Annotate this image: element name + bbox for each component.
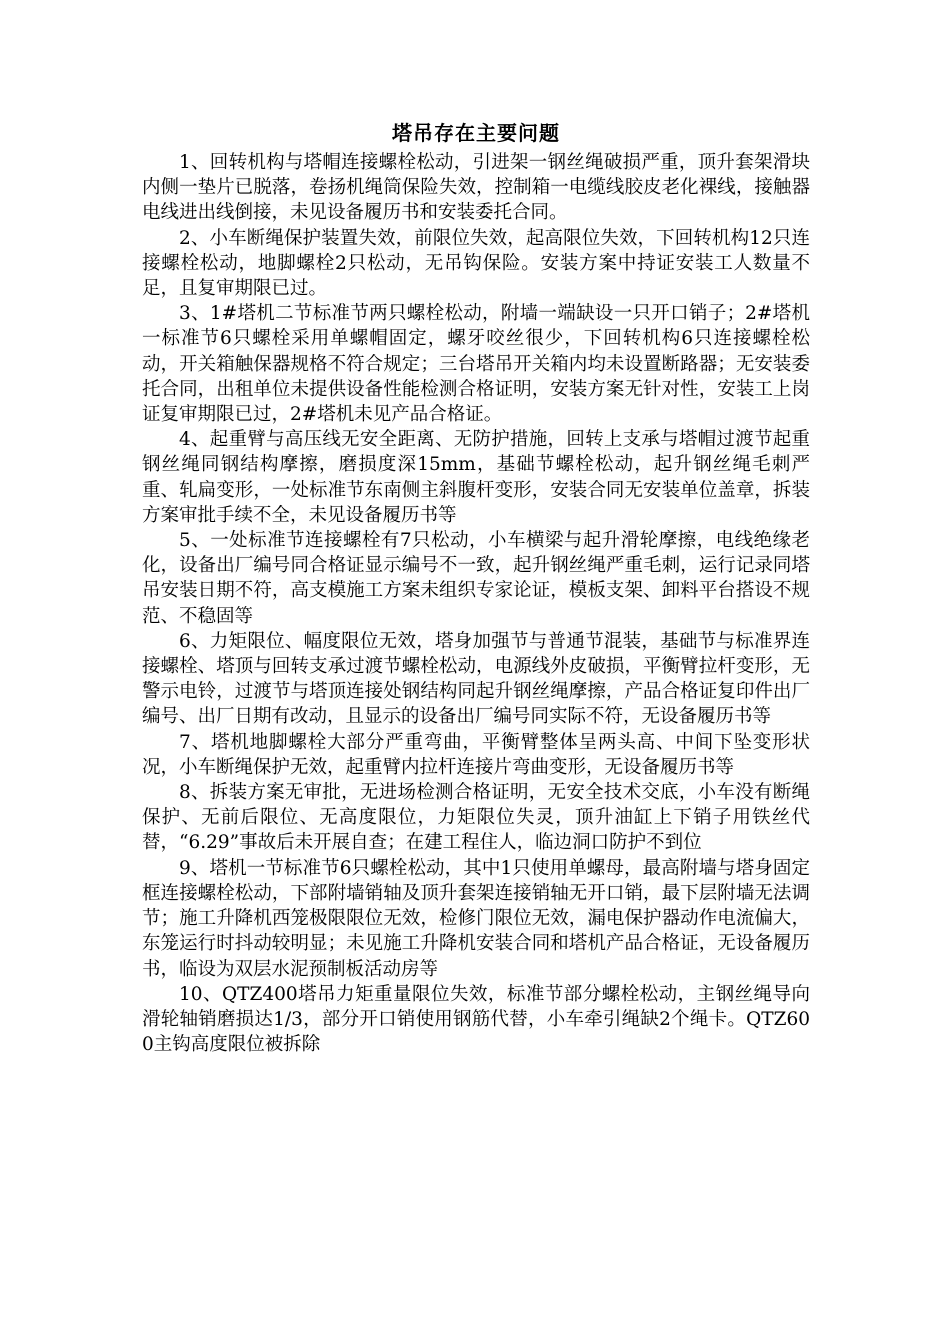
paragraph-5: 5、一处标准节连接螺栓有7只松动，小车横梁与起升滑轮摩擦，电线绝缘老化，设备出厂编号同合格证显示编号不一致，起升钢丝绳严重毛刺，运行记录同塔吊安装日期不符，高支模施工方案未组织专家论证，模板支架、卸料平台搭设不规范、不稳固等	[142, 530, 810, 627]
paragraph-7: 7、塔机地脚螺栓大部分严重弯曲，平衡臂整体呈两头高、中间下坠变形状况，小车断绳保护无效，起重臂内拉杆连接片弯曲变形，无设备履历书等	[142, 731, 810, 778]
paragraph-4: 4、起重臂与高压线无安全距离、无防护措施，回转上支承与塔帽过渡节起重钢丝绳同钢结构摩擦，磨损度深15mm，基础节螺栓松动，起升钢丝绳毛刺严重、轧扁变形，一处标准节东南侧主斜腹杆变形，安装合同无安装单位盖章，拆装方案审批手续不全，未见设备履历书等	[142, 429, 810, 526]
paragraph-9: 9、塔机一节标准节6只螺栓松动，其中1只使用单螺母，最高附墙与塔身固定框连接螺栓松动，下部附墙销轴及顶升套架连接销轴无开口销，最下层附墙无法调节；施工升降机西笼极限限位无效，检修门限位无效，漏电保护器动作电流偏大，东笼运行时抖动较明显；未见施工升降机安装合同和塔机产品合格证，无设备履历书，临设为双层水泥预制板活动房等	[142, 857, 810, 980]
paragraph-10: 10、QTZ400塔吊力矩重量限位失效，标准节部分螺栓松动，主钢丝绳导向滑轮轴销磨损达1/3，部分开口销使用钢筋代替，小车牵引绳缺2个绳卡。QTZ600主钩高度限位被拆除	[142, 983, 810, 1056]
paragraph-1: 1、回转机构与塔帽连接螺栓松动，引进架一钢丝绳破损严重，顶升套架滑块内侧一垫片已脱落，卷扬机绳筒保险失效，控制箱一电缆线胶皮老化裸线，接触器电线进出线倒接，未见设备履历书和安装委托合同。	[142, 152, 810, 224]
paragraph-6: 6、力矩限位、幅度限位无效，塔身加强节与普通节混装，基础节与标准界连接螺栓、塔顶与回转支承过渡节螺栓松动，电源线外皮破损，平衡臂拉杆变形，无警示电铃，过渡节与塔顶连接处钢结构同起升钢丝绳摩擦，产品合格证复印件出厂编号、出厂日期有改动，且显示的设备出厂编号同实际不符，无设备履历书等	[142, 630, 810, 728]
paragraph-2: 2、小车断绳保护装置失效，前限位失效，起高限位失效，下回转机构12只连接螺栓松动，地脚螺栓2只松动，无吊钩保险。安装方案中持证安装工人数量不足，且复审期限已过。	[142, 227, 810, 300]
document-page	[142, 118, 810, 1057]
document-title: 塔吊存在主要问题	[392, 121, 560, 145]
paragraph-8: 8、拆装方案无审批，无进场检测合格证明，无安全技术交底，小车没有断绳保护、无前后限位、无高度限位，力矩限位失灵，顶升油缸上下销子用铁丝代替，“6.29”事故后未开展自查；在建工程住人，临边洞口防护不到位	[142, 782, 810, 854]
paragraph-3: 3、1#塔机二节标准节两只螺栓松动，附墙一端缺设一只开口销子；2#塔机一标准节6只螺栓采用单螺帽固定，螺牙咬丝很少，下回转机构6只连接螺栓松动，开关箱触保器规格不符合规定；三台塔吊开关箱内均未设置断路器；无安装委托合同，出租单位未提供设备性能检测合格证明，安装方案无针对性，安装工上岗证复审期限已过，2#塔机未见产品合格证。	[142, 303, 810, 426]
